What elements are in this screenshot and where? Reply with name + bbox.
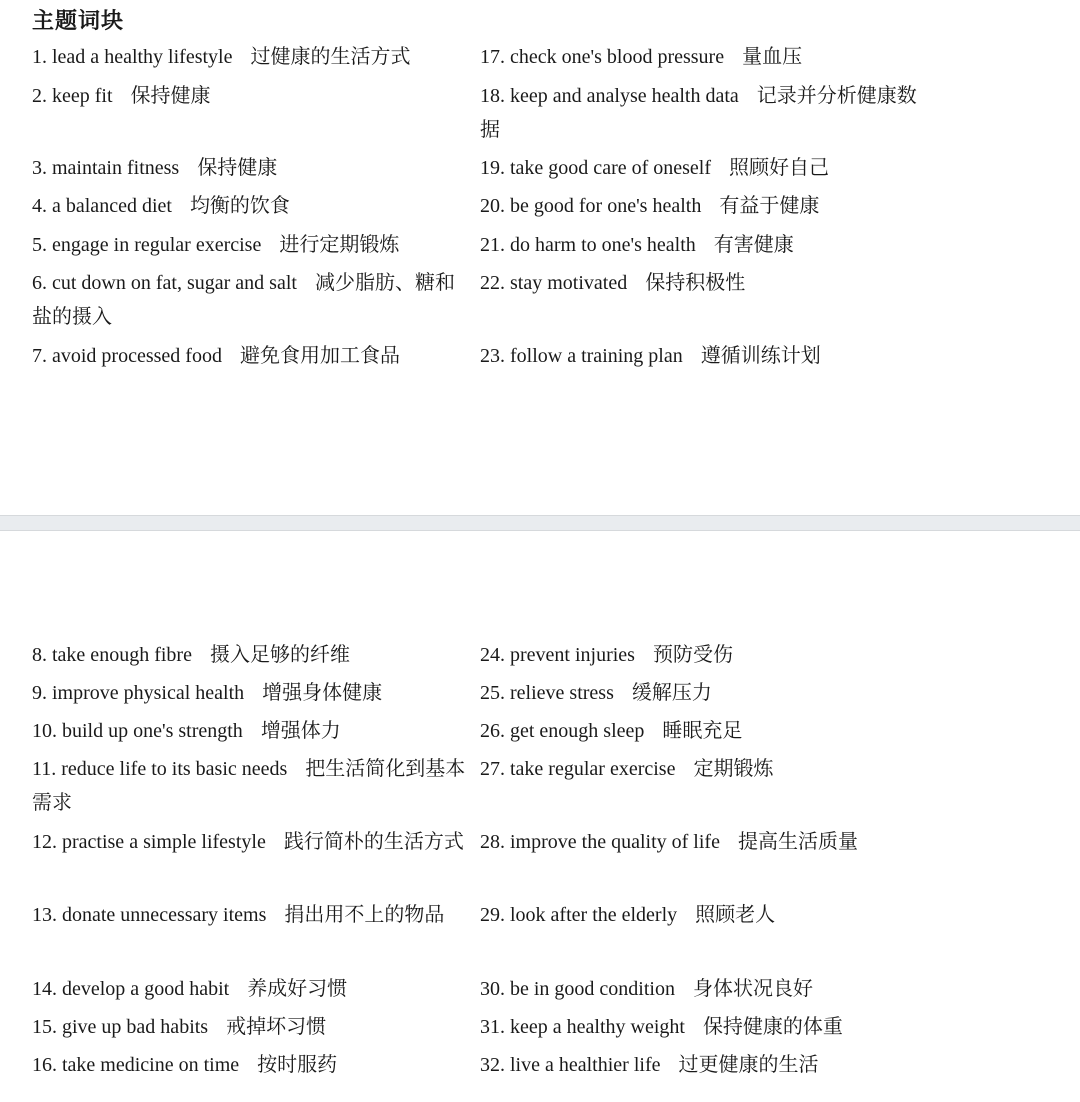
phrase-item: 30. be in good condition 身体状况良好 — [480, 976, 813, 1000]
phrase-item: 21. do harm to one's health 有害健康 — [480, 232, 794, 256]
phrase-item: 22. stay motivated 保持积极性 — [480, 270, 746, 294]
phrase-item: 13. donate unnecessary items 捐出用不上的物品 — [32, 902, 445, 926]
phrase-item: 16. take medicine on time 按时服药 — [32, 1052, 338, 1076]
phrase-item: 14. develop a good habit 养成好习惯 — [32, 976, 348, 1000]
document-page-2 — [0, 531, 1080, 1102]
phrase-item: 8. take enough fibre 摄入足够的纤维 — [32, 642, 350, 666]
phrase-item: 31. keep a healthy weight 保持健康的体重 — [480, 1014, 843, 1038]
phrase-item: 25. relieve stress 缓解压力 — [480, 680, 712, 704]
section-heading: 主题词块 — [32, 9, 125, 34]
phrase-item: 5. engage in regular exercise 进行定期锻炼 — [32, 232, 400, 256]
phrase-item: 4. a balanced diet 均衡的饮食 — [32, 193, 290, 217]
document-page-1 — [0, 0, 1080, 515]
phrase-item: 3. maintain fitness 保持健康 — [32, 155, 278, 179]
phrase-item: 1. lead a healthy lifestyle 过健康的生活方式 — [32, 44, 411, 68]
phrase-item: 23. follow a training plan 遵循训练计划 — [480, 343, 821, 367]
phrase-item: 6. cut down on fat, sugar and salt 减少脂肪、糖和盐的摄入 — [32, 270, 455, 328]
phrase-item: 9. improve physical health 增强身体健康 — [32, 680, 383, 704]
phrase-item: 24. prevent injuries 预防受伤 — [480, 642, 733, 666]
phrase-item: 19. take good care of oneself 照顾好自己 — [480, 155, 830, 179]
page-separator — [0, 515, 1080, 531]
phrase-item: 27. take regular exercise 定期锻炼 — [480, 756, 774, 780]
phrase-item: 7. avoid processed food 避免食用加工食品 — [32, 343, 400, 367]
phrase-item: 17. check one's blood pressure 量血压 — [480, 44, 803, 68]
phrase-item: 28. improve the quality of life 提高生活质量 — [480, 829, 858, 853]
phrase-item: 29. look after the elderly 照顾老人 — [480, 902, 776, 926]
phrase-item: 15. give up bad habits 戒掉坏习惯 — [32, 1014, 327, 1038]
phrase-item: 2. keep fit 保持健康 — [32, 83, 211, 107]
phrase-item: 26. get enough sleep 睡眠充足 — [480, 718, 743, 742]
phrase-item: 32. live a healthier life 过更健康的生活 — [480, 1052, 819, 1076]
phrase-item: 20. be good for one's health 有益于健康 — [480, 193, 820, 217]
phrase-item: 18. keep and analyse health data 记录并分析健康数据 — [480, 83, 917, 141]
phrase-item: 10. build up one's strength 增强体力 — [32, 718, 341, 742]
phrase-item: 11. reduce life to its basic needs 把生活简化到基本需求 — [32, 756, 466, 814]
phrase-item: 12. practise a simple lifestyle 践行简朴的生活方式 — [32, 829, 464, 853]
